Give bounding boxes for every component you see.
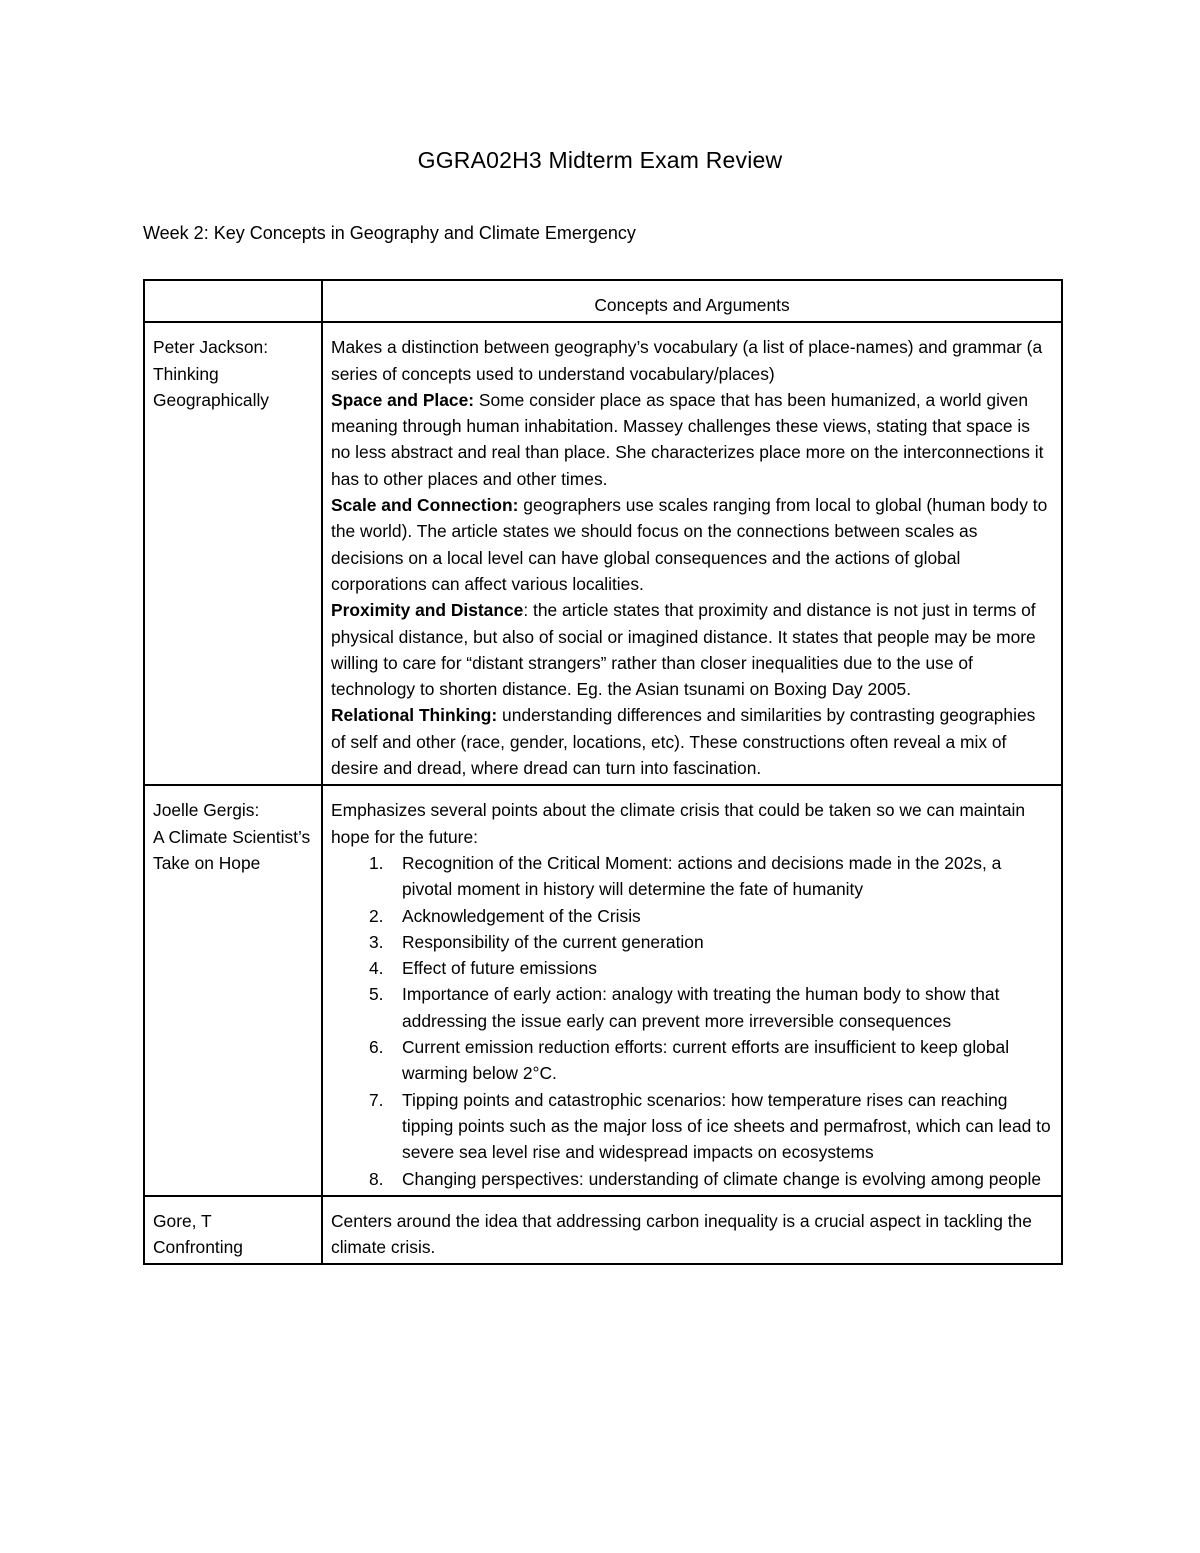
row-intro: Makes a distinction between geography’s vocabulary (a list of place-names) and grammar (a series of concepts used to understand vocabulary/places) [331,337,1043,384]
concept-text: : the article states that proximity and distance is not just in terms of physical distance, but also of social or imagined distance. It states that people may be more willing to care for “distant strangers” rather than closer inequalities due to the use of technology to shorten distance. Eg. the Asian tsunami on Boxing Day 2005. [331,600,1036,700]
header-cell-source [144,280,322,322]
list-item: Importance of early action: analogy with treating the human body to show that addressing the issue early can prevent more irreversible consequences [402,984,1000,1031]
concept-paragraph [331,597,1053,702]
concept-paragraph [331,492,1053,597]
concept-term: Proximity and Distance [331,600,524,621]
list-item: Recognition of the Critical Moment: actions and decisions made in the 202s, a pivotal moment in history will determine the fate of humanity [402,852,1002,900]
source-title: Confronting [153,1237,243,1258]
source-title: Thinking Geographically [153,363,270,410]
source-cell [144,785,322,1195]
source-author: Joelle Gergis: [153,800,260,821]
page-title: GGRA02H3 Midterm Exam Review [417,147,783,173]
concepts-cell [322,322,1062,785]
review-table [143,279,1063,1265]
concepts-cell [322,785,1062,1195]
numbered-list [331,850,1053,1192]
week-heading: Week 2: Key Concepts in Geography and Climate Emergency [143,223,636,243]
source-author: Gore, T [153,1210,212,1231]
list-item: Changing perspectives: understanding of climate change is evolving among people [402,1168,1042,1189]
row-intro: Emphasizes several points about the climate crisis that could be taken so we can maintain hope for the future: [331,800,1026,847]
concept-term: Space and Place: [331,389,475,410]
source-author: Peter Jackson: [153,337,269,358]
list-item: Acknowledgement of the Crisis [402,905,641,926]
table-row-jackson [144,322,1062,785]
table-row-gore [144,1196,1062,1265]
concepts-cell [322,1196,1062,1265]
header-cell-concepts: Concepts and Arguments [322,280,1062,322]
concept-paragraph [331,702,1053,781]
row-intro: Centers around the idea that addressing carbon inequality is a crucial aspect in tackling the climate crisis. [331,1210,1032,1258]
list-item: Current emission reduction efforts: current efforts are insufficient to keep global warming below 2°C. [402,1037,1010,1084]
concept-text: understanding differences and similarities by contrasting geographies of self and other (race, gender, locations, etc). These constructions often reveal a mix of desire and dread, where dread can turn into fascination. [331,705,1036,779]
list-item: Responsibility of the current generation [402,931,704,952]
source-cell [144,322,322,785]
table-header-row [144,280,1062,322]
concept-term: Scale and Connection: [331,495,519,516]
source-cell [144,1196,322,1265]
concept-text: geographers use scales ranging from local to global (human body to the world). The article states we should focus on the connections between scales as decisions on a local level can have global consequences and the actions of global corporations can affect various localities. [331,495,1048,594]
table-row-gergis [144,785,1062,1195]
list-item: Tipping points and catastrophic scenarios: how temperature rises can reaching tipping points such as the major loss of ice sheets and permafrost, which can lead to severe sea level rise and widespread impacts on ecosystems [402,1089,1051,1163]
list-item: Effect of future emissions [402,958,597,979]
concept-term: Relational Thinking: [331,705,498,726]
concept-paragraph [331,387,1053,492]
concept-text: Some consider place as space that has been humanized, a world given meaning through human inhabitation. Massey challenges these views, stating that space is no less abstract and real than place. She characterizes place more on the interconnections it has to other places and other times. [331,389,1044,489]
source-title: A Climate Scientist’s Take on Hope [153,826,311,873]
